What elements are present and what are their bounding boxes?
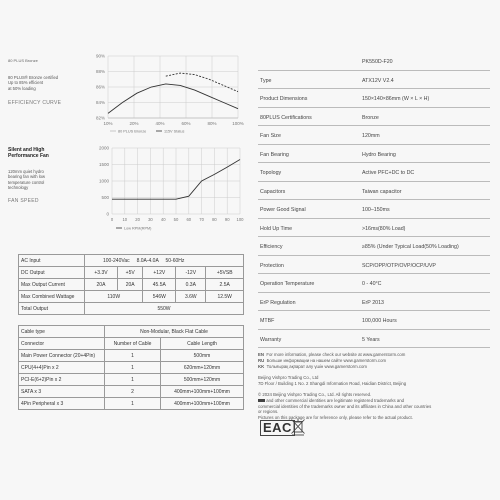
spec-row-topology: Topology Active PFC+DC to DC bbox=[258, 163, 490, 182]
disclaimer: Pictures on this package are for reference only, please refer to the actual product. bbox=[258, 415, 413, 421]
connector-name: Main Power Connector (20+4Pin) bbox=[19, 350, 105, 362]
weee-bin-icon bbox=[290, 418, 306, 436]
trademark-line-3: or regions. bbox=[258, 409, 279, 415]
y-tick-label: 1500 bbox=[98, 162, 109, 167]
footer-kk: KK Толығырақ ақпарат алу үшін www.gamerstorm.com bbox=[258, 363, 367, 369]
x-tick-label: 90 bbox=[224, 217, 230, 222]
fan-speed-chart bbox=[90, 142, 250, 234]
trademark-line-2: commercial identities of the trademarks owner and its affiliates in China and other countries bbox=[258, 403, 432, 409]
x-tick-label: 60% bbox=[181, 121, 191, 126]
x-tick-label: 40 bbox=[160, 217, 166, 222]
cable-table bbox=[18, 325, 244, 410]
max-combined-12v: 546W bbox=[143, 291, 176, 303]
ac-input-label: AC Input bbox=[19, 255, 85, 267]
connector-name: PCI-E(6+2)Pin x 2 bbox=[19, 374, 105, 386]
table-row bbox=[19, 398, 244, 410]
lang-tag-ru: RU bbox=[258, 357, 265, 363]
max-combined-label: Max Combined Wattage bbox=[19, 291, 85, 303]
cable-header-row bbox=[19, 338, 244, 350]
spec-row-fan-bearing: Fan Bearing Hydro Bearing bbox=[258, 145, 490, 164]
cable-type-row bbox=[19, 326, 244, 338]
series-line-2 bbox=[166, 73, 238, 92]
x-tick-label: 30 bbox=[148, 217, 153, 222]
spec-row-erp: ErP Regulation ErP 2013 bbox=[258, 293, 490, 312]
x-tick-label: 0 bbox=[110, 217, 114, 222]
connector-name: 4Pin Peripheral x 3 bbox=[19, 398, 105, 410]
legend-label: 115V Status bbox=[164, 129, 185, 134]
series-line-1 bbox=[108, 84, 238, 113]
header-number-of-cable: Number of Cable bbox=[105, 338, 161, 350]
connector-name: CPU(4+4)Pin x 2 bbox=[19, 362, 105, 374]
badge-desc-3: at 50% loading bbox=[8, 85, 36, 91]
y-tick-label: 500 bbox=[101, 195, 109, 200]
fan-title-1: Silent and High bbox=[8, 147, 45, 153]
badge-desc-2: Up to 85% efficient bbox=[8, 80, 44, 86]
ac-input-row bbox=[19, 255, 244, 267]
cable-count: 1 bbox=[105, 398, 161, 410]
legend-label: Low RPM(RPM) bbox=[124, 226, 152, 231]
spec-row-protection: Protection SCP/OPP/OTP/OVP/OCP/UVP bbox=[258, 256, 490, 275]
max-combined-neg12v: 3.6W bbox=[176, 291, 206, 303]
max-current-label: Max Output Current bbox=[19, 279, 85, 291]
brand-logo-icon bbox=[258, 399, 265, 403]
spec-row-temperature: Operation Temperature 0 - 40°C bbox=[258, 274, 490, 293]
x-tick-label: 80% bbox=[207, 121, 217, 126]
spec-row-type: Type ATX12V V2.4 bbox=[258, 71, 490, 90]
ac-input-values bbox=[85, 255, 244, 267]
dc-output-label: DC Output bbox=[19, 267, 85, 279]
cable-count: 1 bbox=[105, 350, 161, 362]
x-tick-label: 20 bbox=[135, 217, 140, 222]
y-tick-label: 88% bbox=[95, 69, 105, 74]
y-tick-label: 84% bbox=[95, 100, 105, 105]
spec-row-hold-up: Hold Up Time >16ms(80% Load) bbox=[258, 219, 490, 238]
lang-tag-en: EN bbox=[258, 352, 264, 357]
fan-label: FAN SPEED bbox=[8, 197, 39, 204]
x-tick-label: 80 bbox=[212, 217, 217, 222]
x-tick-label: 100% bbox=[232, 121, 244, 126]
dc-rail-5vsb: +5VSB bbox=[206, 267, 244, 279]
x-tick-label: 60 bbox=[186, 217, 192, 222]
max-current-5v: 20A bbox=[117, 279, 142, 291]
table-row bbox=[19, 374, 244, 386]
total-output-value: 550W bbox=[85, 303, 244, 315]
connector-name: SATA x 3 bbox=[19, 386, 105, 398]
table-row bbox=[19, 362, 244, 374]
cable-length: 620mm+120mm bbox=[161, 362, 244, 374]
y-tick-label: 90% bbox=[95, 53, 105, 59]
legend-label: 80 PLUS Bronze bbox=[118, 129, 147, 134]
ac-input-frequency: 50-60Hz bbox=[165, 257, 185, 264]
x-tick-label: 100 bbox=[236, 217, 244, 222]
efficiency-label: EFFICIENCY CURVE bbox=[8, 100, 62, 107]
spec-row-efficiency: Efficiency ≥85% (Under Typical Load(50% Loading) bbox=[258, 237, 490, 256]
x-tick-label: 70 bbox=[199, 217, 204, 222]
header-connector: Connector bbox=[19, 338, 105, 350]
cable-length: 500mm bbox=[161, 350, 244, 362]
max-current-row bbox=[19, 279, 244, 291]
spec-row-certification: 80PLUS Certifications Bronze bbox=[258, 108, 490, 127]
cable-count: 1 bbox=[105, 374, 161, 386]
footer-ru: RU Больше информации на нашем сайте www.gamerstorm.com bbox=[258, 357, 387, 363]
y-tick-label: 82% bbox=[95, 115, 105, 121]
fan-desc-1: 120mm quiet hydro bbox=[8, 169, 44, 174]
cable-type-label: Cable type bbox=[19, 326, 105, 338]
footer-en: EN For more information, please check our website at www.gamerstorm.com bbox=[258, 352, 406, 357]
fan-desc-3: temperature control bbox=[8, 179, 45, 185]
dc-output-row bbox=[19, 267, 244, 279]
spec-row-mtbf: MTBF 100,000 Hours bbox=[258, 311, 490, 330]
y-tick-label: 2000 bbox=[98, 145, 109, 151]
x-tick-label: 10 bbox=[122, 217, 128, 222]
total-output-row bbox=[19, 303, 244, 315]
badge-title: 80 PLUS Bronze bbox=[8, 58, 38, 63]
table-row bbox=[19, 386, 244, 398]
x-tick-label: 20% bbox=[129, 121, 139, 126]
cable-length: 400mm+100mm+100mm bbox=[161, 386, 244, 398]
company-name: Beijing Vishpro Trading Co., Ltd bbox=[258, 375, 319, 381]
cable-length: 400mm+100mm+100mm bbox=[161, 398, 244, 410]
max-combined-row bbox=[19, 291, 244, 303]
max-current-12v: 45.5A bbox=[143, 279, 176, 291]
total-output-label: Total Output bbox=[19, 303, 85, 315]
y-tick-label: 86% bbox=[95, 84, 105, 90]
ac-input-voltage: 100-240Vac bbox=[103, 257, 130, 264]
y-tick-label: 0 bbox=[106, 211, 109, 217]
fan-title-2: Performance Fan bbox=[8, 153, 49, 159]
max-combined-33v-5v: 110W bbox=[85, 291, 143, 303]
max-current-5vsb: 2.5A bbox=[206, 279, 244, 291]
spec-row-fan-size: Fan Size 120mm bbox=[258, 126, 490, 145]
cable-count: 2 bbox=[105, 386, 161, 398]
dc-rail-5v: +5V bbox=[117, 267, 142, 279]
fan-section bbox=[8, 147, 88, 204]
spec-row-capacitors: Capacitors Taiwan capacitor bbox=[258, 182, 490, 201]
footer bbox=[258, 352, 494, 421]
spec-row-power-good: Power Good Signal 100–150ms bbox=[258, 200, 490, 219]
cable-type-value: Non-Modular, Black Flat Cable bbox=[105, 326, 244, 338]
cable-count: 1 bbox=[105, 362, 161, 374]
max-combined-5vsb: 12.5W bbox=[206, 291, 244, 303]
x-tick-label: 10% bbox=[103, 121, 113, 126]
efficiency-section bbox=[8, 58, 88, 107]
y-tick-label: 1000 bbox=[98, 178, 109, 184]
efficiency-chart bbox=[90, 50, 250, 138]
x-tick-label: 40% bbox=[155, 121, 165, 126]
header-cable-length: Cable Length bbox=[161, 338, 244, 350]
table-row bbox=[19, 350, 244, 362]
company-address: 7D Floor / Building 1 No. 2 Shangdi Information Road, Haidian District, Beijing bbox=[258, 381, 407, 387]
x-tick-label: 50 bbox=[173, 217, 179, 222]
dc-rail-12v: +12V bbox=[143, 267, 176, 279]
power-table bbox=[18, 254, 244, 315]
badge-desc-1: 80 PLUS® Bronze certified bbox=[8, 75, 59, 80]
fan-desc-4: technology bbox=[8, 185, 29, 191]
cable-length: 500mm+120mm bbox=[161, 374, 244, 386]
lang-tag-kk: KK bbox=[258, 363, 265, 369]
copyright: © 2024 Beijing Vishpro Trading Co., Ltd. All rights reserved. bbox=[258, 391, 372, 397]
ac-input-current: 8.0A-4.0A bbox=[136, 257, 159, 264]
spec-row-warranty: Warranty 5 Years bbox=[258, 330, 490, 349]
spec-row-dimensions: Product Dimensions 150×140×86mm (W × L × H) bbox=[258, 89, 490, 108]
spec-row-model bbox=[258, 52, 490, 71]
trademark-line-1: and other commercial identities are legitimate registered trademarks and bbox=[258, 398, 494, 404]
fan-desc-2: bearing fan with low bbox=[8, 174, 46, 180]
dc-rail-neg12v: -12V bbox=[176, 267, 206, 279]
max-current-neg12v: 0.3A bbox=[176, 279, 206, 291]
eac-mark-icon: EAC bbox=[260, 420, 295, 436]
dc-rail-33v: +3.3V bbox=[85, 267, 118, 279]
model-number: PK550D-F20 bbox=[362, 59, 393, 65]
max-current-33v: 20A bbox=[85, 279, 118, 291]
